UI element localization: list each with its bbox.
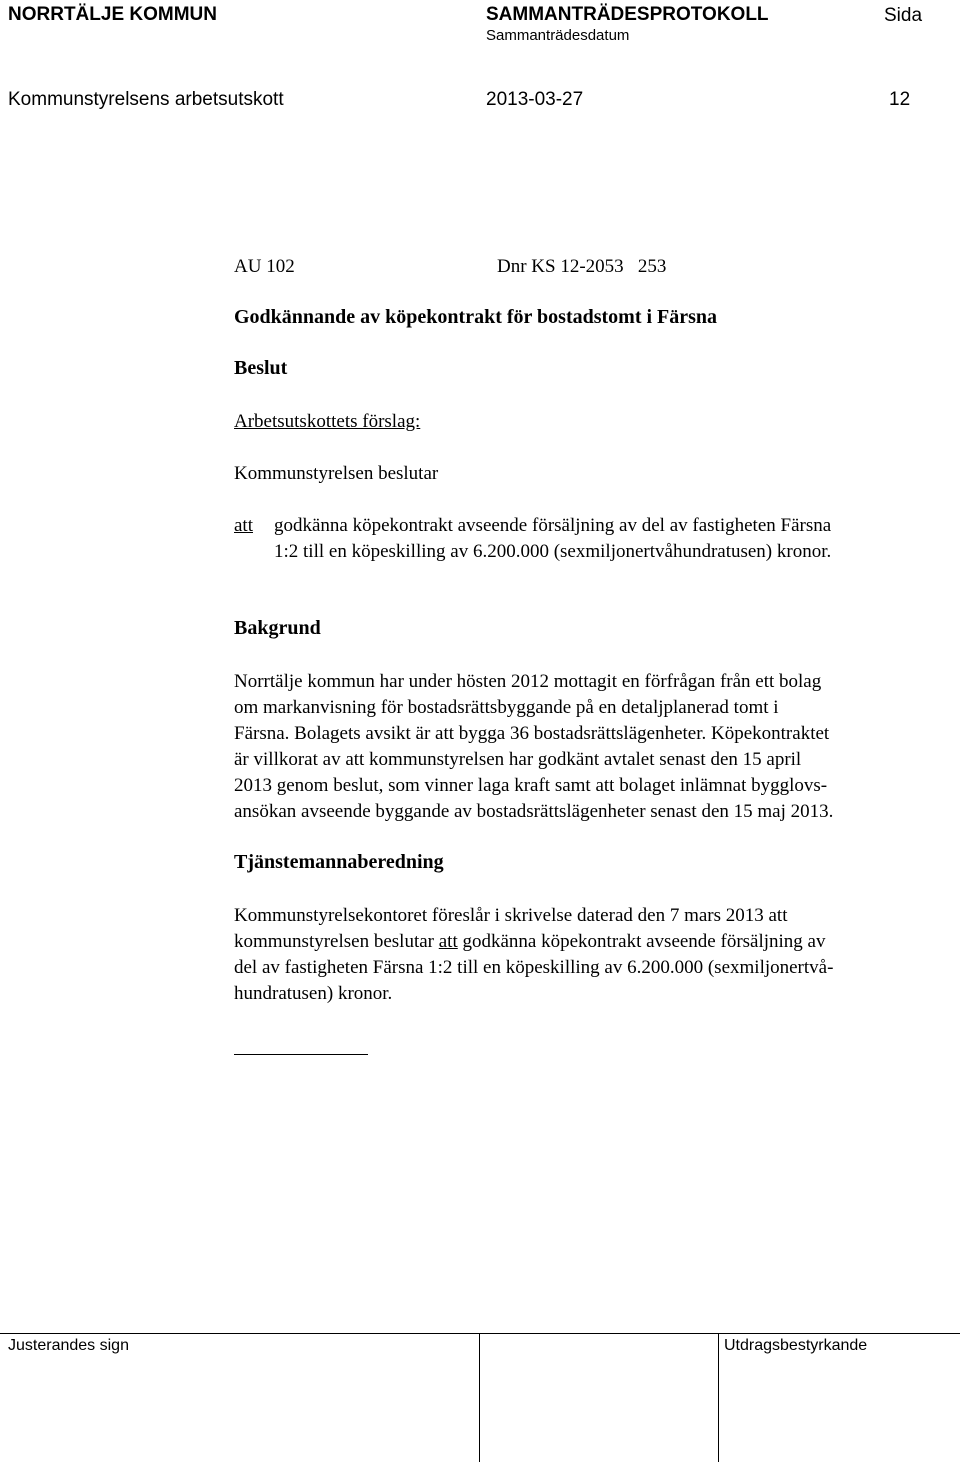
background-heading: Bakgrund bbox=[234, 617, 321, 639]
paragraph-line: hundratusen) kronor. bbox=[234, 983, 393, 1004]
att-word: att bbox=[234, 515, 253, 536]
committee-name: Kommunstyrelsens arbetsutskott bbox=[8, 89, 284, 110]
diary-number: Dnr KS 12-2053 253 bbox=[497, 256, 667, 277]
line-text: kommunstyrelsen beslutar bbox=[234, 931, 439, 952]
background-paragraph bbox=[234, 669, 954, 825]
item-title: Godkännande av köpekontrakt för bostadstomt i Färsna bbox=[234, 306, 718, 328]
page-number: 12 bbox=[889, 89, 911, 110]
paragraph-line: Kommunstyrelsekontoret föreslår i skrivelse daterad den 7 mars 2013 att bbox=[234, 905, 788, 926]
municipality-name: NORRTÄLJE KOMMUN bbox=[8, 4, 217, 25]
preparation-paragraph bbox=[234, 903, 954, 1007]
footer-rule bbox=[0, 1333, 960, 1334]
paragraph-line: 2013 genom beslut, som vinner laga kraft samt att bolaget inlämnat bygglovs- bbox=[234, 775, 828, 796]
footer-divider bbox=[718, 1333, 719, 1462]
paragraph-line: Norrtälje kommun har under hösten 2012 mottagit en förfrågan från ett bolag bbox=[234, 671, 822, 692]
decision-heading: Beslut bbox=[234, 357, 288, 379]
att-line: 1:2 till en köpeskilling av 6.200.000 (sexmiljonertvåhundratusen) kronor. bbox=[274, 541, 832, 562]
meeting-date: 2013-03-27 bbox=[486, 89, 584, 110]
meeting-date-label: Sammanträdesdatum bbox=[486, 27, 630, 44]
preparation-heading: Tjänstemannaberedning bbox=[234, 851, 444, 873]
paragraph-line: ansökan avseende byggande av bostadsrättslägenheter senast den 15 maj 2013. bbox=[234, 801, 834, 822]
att-line: godkänna köpekontrakt avseende försäljning av del av fastigheten Färsna bbox=[274, 515, 832, 536]
document-type: SAMMANTRÄDESPROTOKOLL bbox=[486, 4, 769, 25]
paragraph-line: är villkorat av att kommunstyrelsen har godkänt avtalet senast den 15 april bbox=[234, 749, 802, 770]
proposal-label: Arbetsutskottets förslag: bbox=[234, 411, 421, 432]
sign-label: Justerandes sign bbox=[8, 1337, 129, 1354]
extract-label: Utdragsbestyrkande bbox=[724, 1337, 868, 1354]
att-underlined: att bbox=[438, 931, 458, 952]
paragraph-line bbox=[234, 929, 954, 955]
page-label: Sida bbox=[884, 5, 923, 26]
item-number: AU 102 bbox=[234, 256, 295, 277]
end-rule bbox=[234, 1054, 368, 1055]
decider-line: Kommunstyrelsen beslutar bbox=[234, 463, 439, 484]
paragraph-line: om markanvisning för bostadsrättsbyggande på en detaljplanerad tomt i bbox=[234, 697, 779, 718]
att-clause bbox=[274, 513, 960, 565]
footer-divider bbox=[479, 1333, 480, 1462]
line-text: godkänna köpekontrakt avseende försäljning av bbox=[457, 931, 826, 952]
paragraph-line: del av fastigheten Färsna 1:2 till en köpeskilling av 6.200.000 (sexmiljonertvå- bbox=[234, 957, 834, 978]
paragraph-line: Färsna. Bolagets avsikt är att bygga 36 bostadsrättslägenheter. Köpekontraktet bbox=[234, 723, 830, 744]
